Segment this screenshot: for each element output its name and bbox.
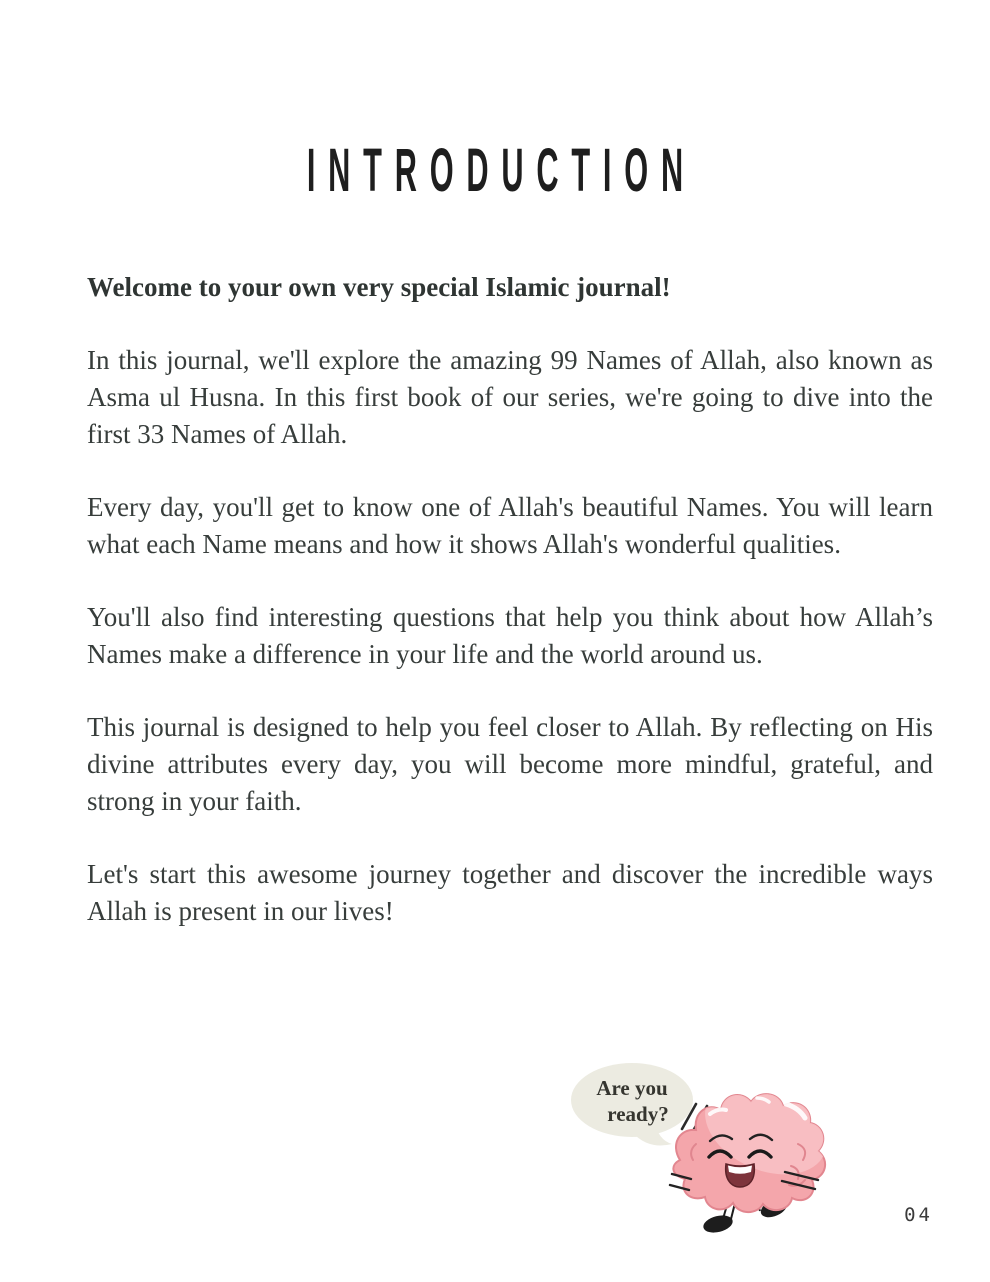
page-title: INTRODUCTION (306, 137, 696, 206)
brain-mascot-svg (560, 1048, 840, 1248)
paragraph-4: This journal is designed to help you feel closer to Allah. By reflecting on His divine attributes every day, you will become more mindful, grateful, and strong in your faith. (87, 712, 933, 816)
paragraph-1: In this journal, we'll explore the amazing 99 Names of Allah, also known as Asma ul Husna. In this first book of our series, we're going to dive into the first 33 Names of Allah. (87, 345, 933, 449)
speech-bubble-line1: Are you (596, 1076, 668, 1100)
left-shoe (702, 1213, 735, 1236)
welcome-heading: Welcome to your own very special Islamic journal! (87, 272, 671, 302)
speech-bubble (571, 1063, 693, 1146)
paragraph-5: Let's start this awesome journey together and discover the incredible ways Allah is present in our lives! (87, 859, 933, 926)
brain-mascot-illustration (560, 1048, 840, 1248)
page-number: 04 (904, 1204, 933, 1226)
paragraph-3: You'll also find interesting questions that help you think about how Allah’s Names make a difference in your life and the world around us. (87, 602, 933, 669)
introduction-body (87, 269, 933, 966)
speech-bubble-line2: ready? (607, 1102, 669, 1126)
paragraph-2: Every day, you'll get to know one of Allah's beautiful Names. You will learn what each Name means and how it shows Allah's wonderful qualities. (87, 492, 933, 559)
